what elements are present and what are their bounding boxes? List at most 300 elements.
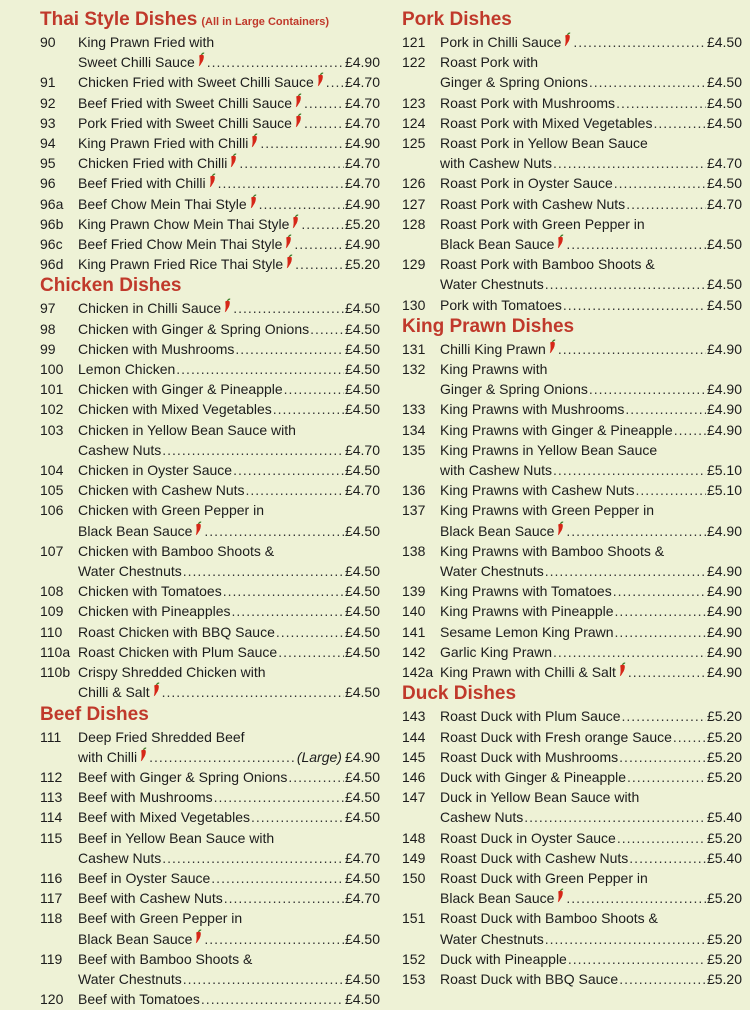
- dot-leader: [223, 581, 344, 601]
- item-name-text: Beef with Mushrooms: [78, 789, 213, 806]
- item-price: £4.50: [344, 643, 380, 660]
- dot-leader: [524, 807, 706, 827]
- dot-leader: [310, 319, 344, 339]
- item-description: [440, 828, 742, 848]
- item-line: [440, 642, 742, 662]
- item-name-text: Deep Fried Shredded Beef: [78, 728, 245, 745]
- menu-item: [402, 214, 742, 254]
- menu-item: [402, 747, 742, 767]
- item-number: 132: [402, 361, 426, 378]
- menu-item: [402, 440, 742, 480]
- item-line: [440, 848, 742, 868]
- item-line: [78, 969, 380, 989]
- item-line: [440, 359, 742, 379]
- menu-item: [40, 727, 380, 767]
- item-number: 114: [40, 809, 63, 826]
- dot-leader: [211, 868, 344, 888]
- item-name-text: Pork Fried with Sweet Chilli Sauce: [78, 114, 292, 131]
- menu-item: [402, 541, 742, 581]
- item-price: £4.50: [344, 320, 380, 337]
- item-price: £4.90: [706, 340, 742, 357]
- item-price: £4.50: [344, 361, 380, 378]
- chilli-pepper-icon: [249, 194, 258, 209]
- item-line: [78, 72, 380, 92]
- item-name-text: King Prawns in Yellow Bean Sauce: [440, 441, 658, 458]
- dot-leader: [614, 173, 706, 193]
- menu-item: [402, 480, 742, 500]
- item-name-text: Sesame Lemon King Prawn: [440, 623, 614, 640]
- item-line: [78, 359, 380, 379]
- item-line: [78, 868, 380, 888]
- item-description: [440, 622, 742, 642]
- chilli-pepper-icon: [285, 254, 294, 269]
- item-line: [78, 480, 380, 500]
- item-description: [440, 295, 742, 315]
- item-name-text: Roast Duck with Bamboo Shoots &: [440, 910, 658, 927]
- dot-leader: [294, 234, 344, 254]
- item-name-text: Roast Chicken with Plum Sauce: [78, 643, 278, 660]
- item-line: [440, 420, 742, 440]
- item-number: 127: [402, 195, 426, 212]
- item-description: [78, 949, 380, 989]
- chilli-pepper-icon: [250, 133, 259, 148]
- item-number: 147: [402, 789, 426, 806]
- item-name-text: Duck with Pineapple: [440, 950, 567, 967]
- item-description: [78, 727, 380, 767]
- section-heading-king-prawn-dishes: [402, 315, 742, 339]
- item-number: 146: [402, 768, 426, 785]
- item-description: [78, 888, 380, 908]
- menu-item: [40, 767, 380, 787]
- menu-item: [402, 194, 742, 214]
- item-price: £4.50: [344, 768, 380, 785]
- item-number: 121: [402, 34, 426, 50]
- item-price: £4.90: [706, 643, 742, 660]
- item-description: [440, 214, 742, 254]
- item-name-text: King Prawn Fried with: [78, 34, 215, 50]
- item-name-text: Beef with Green Pepper in: [78, 910, 243, 927]
- item-price: £4.70: [344, 114, 380, 131]
- item-number: 96c: [40, 236, 63, 253]
- item-number: 137: [402, 502, 426, 519]
- menu-item: [40, 72, 380, 92]
- item-price: £4.70: [706, 195, 742, 212]
- dot-leader: [674, 420, 706, 440]
- item-price: £4.50: [344, 522, 380, 539]
- section-title: Thai Style Dishes: [40, 9, 198, 30]
- item-description: [78, 32, 380, 72]
- menu-item: [402, 601, 742, 621]
- item-number: 130: [402, 296, 426, 313]
- menu-item: [402, 420, 742, 440]
- item-description: [78, 807, 380, 827]
- item-name-text: Black Bean Sauce: [440, 522, 555, 539]
- item-price: £4.50: [344, 623, 380, 640]
- menu-item: [402, 642, 742, 662]
- item-number: 99: [40, 340, 56, 357]
- item-price: £4.50: [706, 74, 742, 91]
- item-name-text: Roast Duck in Oyster Sauce: [440, 829, 616, 846]
- section-title: Chicken Dishes: [40, 275, 182, 297]
- item-name-text: King Prawns with Tomatoes: [440, 583, 612, 600]
- item-price: £5.10: [706, 462, 742, 479]
- menu-item: [402, 93, 742, 113]
- item-line: [78, 420, 380, 440]
- section-heading-duck-dishes: [402, 682, 742, 706]
- dot-leader: [545, 274, 706, 294]
- item-description: [78, 642, 380, 662]
- dot-leader: [214, 787, 344, 807]
- item-price: £4.50: [344, 684, 380, 701]
- item-number: 126: [402, 175, 426, 192]
- item-name-text: Chicken with Green Pepper in: [78, 502, 264, 519]
- item-description: [440, 541, 742, 581]
- menu-item: [402, 173, 742, 193]
- item-price: £4.50: [344, 340, 380, 357]
- item-price: £4.90: [706, 522, 742, 539]
- dot-leader: [589, 72, 706, 92]
- dot-leader: [616, 93, 706, 113]
- dot-leader: [218, 173, 344, 193]
- dot-leader: [326, 72, 344, 92]
- item-line: [78, 828, 380, 848]
- item-description: [78, 298, 380, 318]
- dot-leader: [653, 113, 706, 133]
- menu-item: [40, 787, 380, 807]
- item-name-text: Chicken with Bamboo Shoots &: [78, 542, 275, 559]
- item-line: [440, 828, 742, 848]
- dot-leader: [204, 521, 344, 541]
- chilli-pepper-icon: [556, 888, 565, 903]
- dot-leader: [251, 807, 344, 827]
- menu-item: [40, 32, 380, 72]
- size-note: (Large): [296, 748, 342, 765]
- item-price: £4.50: [344, 381, 380, 398]
- item-line: [78, 682, 380, 702]
- item-line: [440, 581, 742, 601]
- item-description: [440, 339, 742, 359]
- item-price: £4.50: [706, 236, 742, 253]
- dot-leader: [284, 379, 344, 399]
- chilli-pepper-icon: [556, 234, 565, 249]
- item-description: [440, 113, 742, 133]
- menu-item: [402, 622, 742, 642]
- menu-item: [402, 662, 742, 682]
- item-price: £4.90: [706, 401, 742, 418]
- dot-leader: [183, 561, 344, 581]
- item-description: [440, 52, 742, 92]
- item-line: [78, 173, 380, 193]
- item-name-text: Chicken in Yellow Bean Sauce with: [78, 421, 296, 438]
- item-price: £4.50: [344, 869, 380, 886]
- item-number: 116: [40, 869, 63, 886]
- item-description: [78, 113, 380, 133]
- item-description: [440, 662, 742, 682]
- item-number: 109: [40, 603, 64, 620]
- menu-item: [40, 888, 380, 908]
- dot-leader: [207, 52, 344, 72]
- dot-leader: [636, 480, 706, 500]
- item-description: [440, 868, 742, 908]
- chilli-pepper-icon: [316, 72, 325, 87]
- section-heading-pork-dishes: [402, 8, 742, 32]
- menu-item: [402, 949, 742, 969]
- dot-leader: [183, 969, 344, 989]
- item-description: [78, 214, 380, 234]
- menu-item: [40, 949, 380, 989]
- menu-item: [402, 581, 742, 601]
- item-line: [78, 214, 380, 234]
- item-line: [440, 521, 742, 541]
- item-line: [440, 113, 742, 133]
- item-line: [78, 908, 380, 928]
- item-description: [78, 581, 380, 601]
- item-description: [78, 500, 380, 540]
- item-name-text: Roast Duck with Cashew Nuts: [440, 849, 629, 866]
- chilli-pepper-icon: [197, 52, 206, 67]
- item-number: 103: [40, 421, 64, 438]
- item-name-text: King Prawns with: [440, 361, 548, 378]
- item-line: [78, 888, 380, 908]
- item-price: £4.50: [706, 175, 742, 192]
- item-description: [78, 254, 380, 274]
- item-description: [78, 133, 380, 153]
- item-line: [440, 52, 742, 72]
- chilli-pepper-icon: [556, 521, 565, 536]
- menu-item: [40, 173, 380, 193]
- item-description: [440, 908, 742, 948]
- menu-item: [40, 133, 380, 153]
- item-number: 149: [402, 849, 426, 866]
- item-description: [440, 133, 742, 173]
- item-number: 91: [40, 74, 56, 91]
- item-name-text: Roast Pork in Oyster Sauce: [440, 175, 613, 192]
- item-price: £4.50: [344, 563, 380, 580]
- menu-item: [40, 622, 380, 642]
- dot-leader: [162, 682, 344, 702]
- item-number: 131: [402, 340, 426, 357]
- item-description: [78, 868, 380, 888]
- item-line: [440, 460, 742, 480]
- item-number: 111: [40, 728, 62, 745]
- dot-leader: [304, 93, 344, 113]
- item-line: [78, 500, 380, 520]
- item-line: [440, 440, 742, 460]
- item-line: [440, 32, 742, 52]
- menu-item: [40, 908, 380, 948]
- item-description: [78, 662, 380, 702]
- item-description: [440, 93, 742, 113]
- item-line: [78, 399, 380, 419]
- item-line: [78, 52, 380, 72]
- item-name-text: with Cashew Nuts: [440, 462, 553, 479]
- menu-item: [402, 848, 742, 868]
- item-number: 136: [402, 482, 426, 499]
- item-line: [440, 541, 742, 561]
- item-name-text: Beef Fried with Chilli: [78, 175, 206, 192]
- item-number: 90: [40, 34, 56, 50]
- item-name-text: King Prawn with Chilli & Salt: [440, 664, 616, 681]
- item-number: 110: [40, 623, 63, 640]
- menu-item: [402, 500, 742, 540]
- item-name-text: Beef Fried Chow Mein Thai Style: [78, 236, 283, 253]
- item-line: [440, 194, 742, 214]
- item-description: [440, 601, 742, 621]
- item-name-text: Beef in Yellow Bean Sauce with: [78, 829, 275, 846]
- item-number: 139: [402, 583, 426, 600]
- dot-leader: [566, 888, 706, 908]
- item-line: [78, 93, 380, 113]
- item-price: £5.10: [706, 482, 742, 499]
- item-description: [440, 359, 742, 399]
- item-number: 112: [40, 768, 63, 785]
- item-name-text: Chicken with Tomatoes: [78, 583, 222, 600]
- item-line: [440, 379, 742, 399]
- menu-item: [40, 214, 380, 234]
- chilli-pepper-icon: [208, 173, 217, 188]
- item-line: [78, 727, 380, 747]
- item-number: 150: [402, 869, 426, 886]
- item-line: [440, 399, 742, 419]
- item-line: [440, 767, 742, 787]
- menu-item: [40, 642, 380, 662]
- item-line: [78, 379, 380, 399]
- item-line: [440, 787, 742, 807]
- dot-leader: [563, 295, 706, 315]
- item-line: [78, 254, 380, 274]
- item-price: £4.50: [344, 583, 380, 600]
- item-line: [440, 274, 742, 294]
- item-line: [78, 541, 380, 561]
- item-price: £5.40: [706, 849, 742, 866]
- item-line: [440, 295, 742, 315]
- dot-leader: [288, 767, 344, 787]
- item-line: [440, 153, 742, 173]
- item-name-text: King Prawns with Ginger & Pineapple: [440, 421, 673, 438]
- item-name-text: Chicken with Ginger & Spring Onions: [78, 320, 310, 337]
- item-line: [440, 93, 742, 113]
- dot-leader: [566, 234, 706, 254]
- dot-leader: [233, 298, 344, 318]
- item-line: [440, 173, 742, 193]
- item-line: [440, 807, 742, 827]
- item-description: [440, 194, 742, 214]
- item-price: £4.70: [344, 155, 380, 172]
- item-line: [440, 888, 742, 908]
- menu-item: [40, 828, 380, 868]
- item-price: £4.90: [706, 664, 742, 681]
- item-name-text: Water Chestnuts: [440, 930, 544, 947]
- item-line: [78, 787, 380, 807]
- dot-leader: [176, 359, 344, 379]
- item-price: £4.50: [706, 34, 742, 50]
- item-price: £5.20: [706, 930, 742, 947]
- item-number: 125: [402, 135, 426, 152]
- menu-item: [402, 52, 742, 92]
- item-description: [78, 541, 380, 581]
- dot-leader: [162, 440, 344, 460]
- item-number: 148: [402, 829, 426, 846]
- item-price: £4.90: [706, 421, 742, 438]
- menu-item: [402, 399, 742, 419]
- menu-item: [40, 379, 380, 399]
- item-name-text: King Prawn Fried with Chilli: [78, 135, 249, 152]
- chilli-pepper-icon: [229, 153, 238, 168]
- dot-leader: [613, 581, 706, 601]
- chilli-pepper-icon: [284, 234, 293, 249]
- item-name-text: Black Bean Sauce: [440, 236, 555, 253]
- item-description: [78, 173, 380, 193]
- item-description: [78, 234, 380, 254]
- dot-leader: [204, 929, 344, 949]
- item-number: 101: [40, 381, 64, 398]
- item-price: £5.20: [706, 768, 742, 785]
- item-number: 107: [40, 542, 64, 559]
- menu-item: [40, 298, 380, 318]
- item-name-text: Cashew Nuts: [440, 809, 524, 826]
- dot-leader: [162, 848, 344, 868]
- item-line: [78, 642, 380, 662]
- dot-leader: [628, 662, 706, 682]
- item-description: [440, 727, 742, 747]
- item-name-text: with Cashew Nuts: [440, 155, 553, 172]
- chilli-pepper-icon: [139, 747, 148, 762]
- menu-item: [402, 727, 742, 747]
- item-name-text: Duck with Ginger & Pineapple: [440, 768, 626, 785]
- section-heading-beef-dishes: [40, 703, 380, 727]
- item-number: 118: [40, 910, 63, 927]
- menu-item: [40, 460, 380, 480]
- item-name-text: Beef with Mixed Vegetables: [78, 809, 250, 826]
- item-name-text: Chilli King Prawn: [440, 340, 546, 357]
- item-price: £4.50: [344, 462, 380, 479]
- item-line: [78, 581, 380, 601]
- item-line: [440, 133, 742, 153]
- section-title: Pork Dishes: [402, 9, 512, 30]
- item-price: £5.20: [706, 728, 742, 745]
- section-title: Beef Dishes: [40, 703, 149, 725]
- chilli-pepper-icon: [194, 521, 203, 536]
- item-name-text: Ginger & Spring Onions: [440, 381, 588, 398]
- menu-item: [40, 601, 380, 621]
- item-line: [78, 133, 380, 153]
- item-price: £5.20: [706, 890, 742, 907]
- menu-item: [40, 93, 380, 113]
- item-number: 96: [40, 175, 56, 192]
- dot-leader: [573, 32, 706, 52]
- dot-leader: [568, 949, 706, 969]
- item-line: [440, 868, 742, 888]
- item-name-text: Roast Pork with Mushrooms: [440, 94, 616, 111]
- item-name-text: Roast Pork with: [440, 54, 539, 71]
- menu-item: [40, 480, 380, 500]
- item-number: 144: [402, 728, 426, 745]
- item-name-text: Crispy Shredded Chicken with: [78, 664, 266, 681]
- section-heading-thai-style-dishes: [40, 8, 380, 32]
- dot-leader: [589, 379, 706, 399]
- dot-leader: [629, 848, 706, 868]
- dot-leader: [553, 153, 706, 173]
- chilli-pepper-icon: [563, 32, 572, 47]
- item-name-text: Sweet Chilli Sauce: [78, 54, 195, 71]
- item-description: [78, 601, 380, 621]
- item-description: [78, 359, 380, 379]
- right-column: [402, 8, 742, 989]
- item-description: [440, 173, 742, 193]
- item-description: [440, 969, 742, 989]
- item-line: [78, 319, 380, 339]
- item-line: [440, 72, 742, 92]
